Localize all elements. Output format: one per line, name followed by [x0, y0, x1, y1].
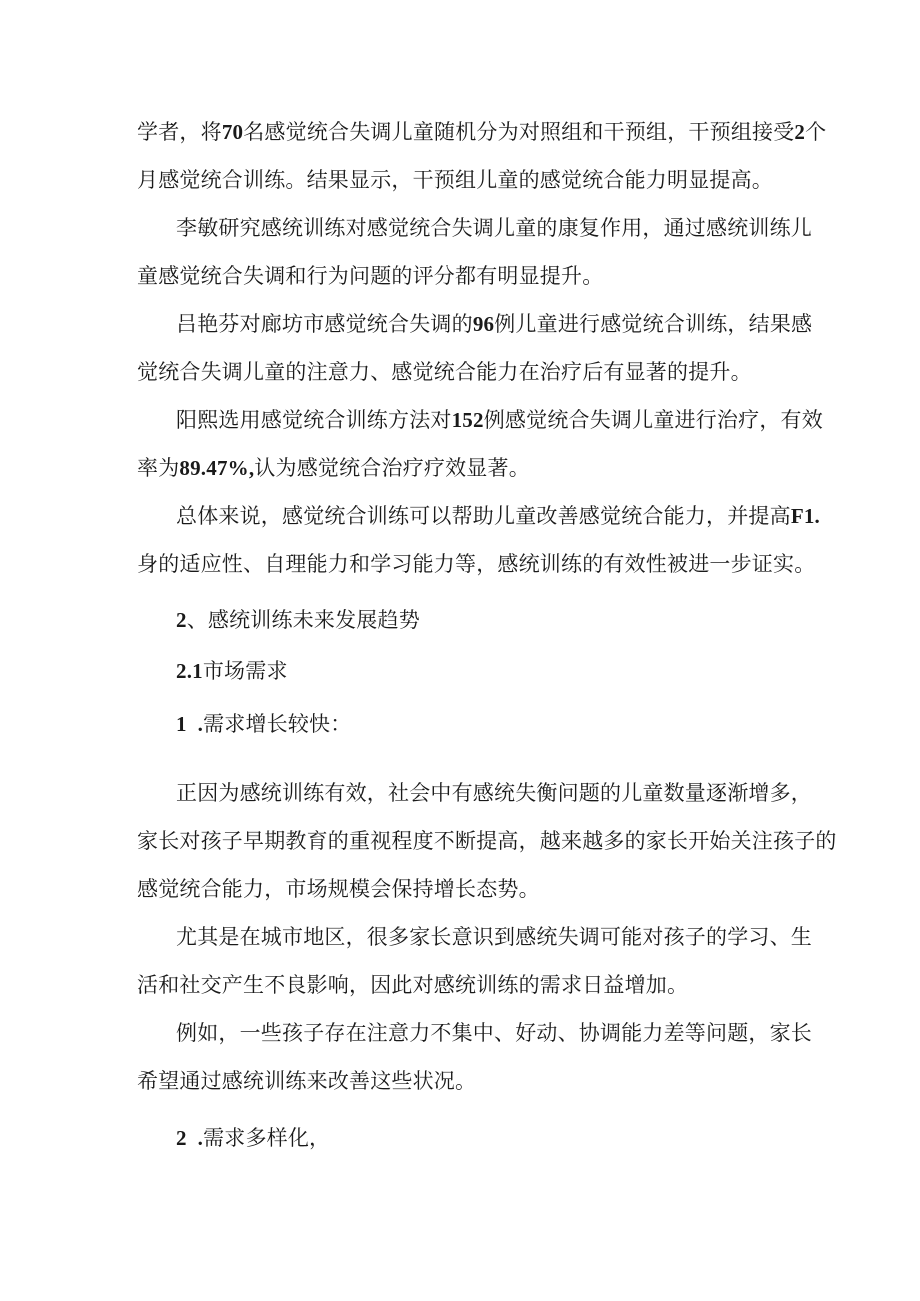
section-heading-2: 2、感统训练未来发展趋势 [176, 608, 420, 632]
paragraph-8-line-2: 希望通过感统训练来改善这些状况。 [137, 1069, 477, 1093]
paragraph-8-line-1: 例如，一些孩子存在注意力不集中、好动、协调能力差等问题，家长 [176, 1021, 812, 1045]
paragraph-6-line-2: 家长对孩子早期教育的重视程度不断提高，越来越多的家长开始关注孩子的 [137, 829, 837, 853]
paragraph-5-line-2: 身的适应性、自理能力和学习能力等，感统训练的有效性被进一步证实。 [137, 552, 816, 576]
paragraph-1-line-1: 学者，将70名感觉统合失调儿童随机分为对照组和干预组，干预组接受2个 [137, 120, 827, 144]
paragraph-3-line-2: 觉统合失调儿童的注意力、感觉统合能力在治疗后有显著的提升。 [137, 360, 752, 384]
paragraph-2-line-2: 童感觉统合失调和行为问题的评分都有明显提升。 [137, 264, 604, 288]
subsection-heading-2-1: 2.1市场需求 [176, 659, 288, 683]
paragraph-7-line-2: 活和社交产生不良影响，因此对感统训练的需求日益增加。 [137, 973, 689, 997]
paragraph-1-line-2: 月感觉统合训练。结果显示，干预组儿童的感觉统合能力明显提高。 [137, 168, 773, 192]
paragraph-6-line-1: 正因为感统训练有效，社会中有感统失衡问题的儿童数量逐渐增多， [176, 781, 812, 805]
paragraph-7-line-1: 尤其是在城市地区，很多家长意识到感统失调可能对孩子的学习、生 [176, 925, 812, 949]
paragraph-6-line-3: 感觉统合能力，市场规模会保持增长态势。 [137, 877, 540, 901]
list-item-1: 1 .需求增长较快： [176, 712, 352, 736]
paragraph-3-line-1: 吕艳芬对廊坊市感觉统合失调的96例儿童进行感觉统合训练，结果感 [176, 312, 813, 336]
paragraph-2-line-1: 李敏研究感统训练对感觉统合失调儿童的康复作用，通过感统训练儿 [176, 216, 812, 240]
list-item-2: 2 .需求多样化， [176, 1126, 331, 1150]
paragraph-4-line-2: 率为89.47%,认为感觉统合治疗疗效显著。 [137, 456, 530, 480]
paragraph-5-line-1: 总体来说，感觉统合训练可以帮助儿童改善感觉统合能力，并提高F1. [176, 504, 820, 528]
paragraph-4-line-1: 阳熙选用感觉统合训练方法对152例感觉统合失调儿童进行治疗，有效 [176, 408, 823, 432]
